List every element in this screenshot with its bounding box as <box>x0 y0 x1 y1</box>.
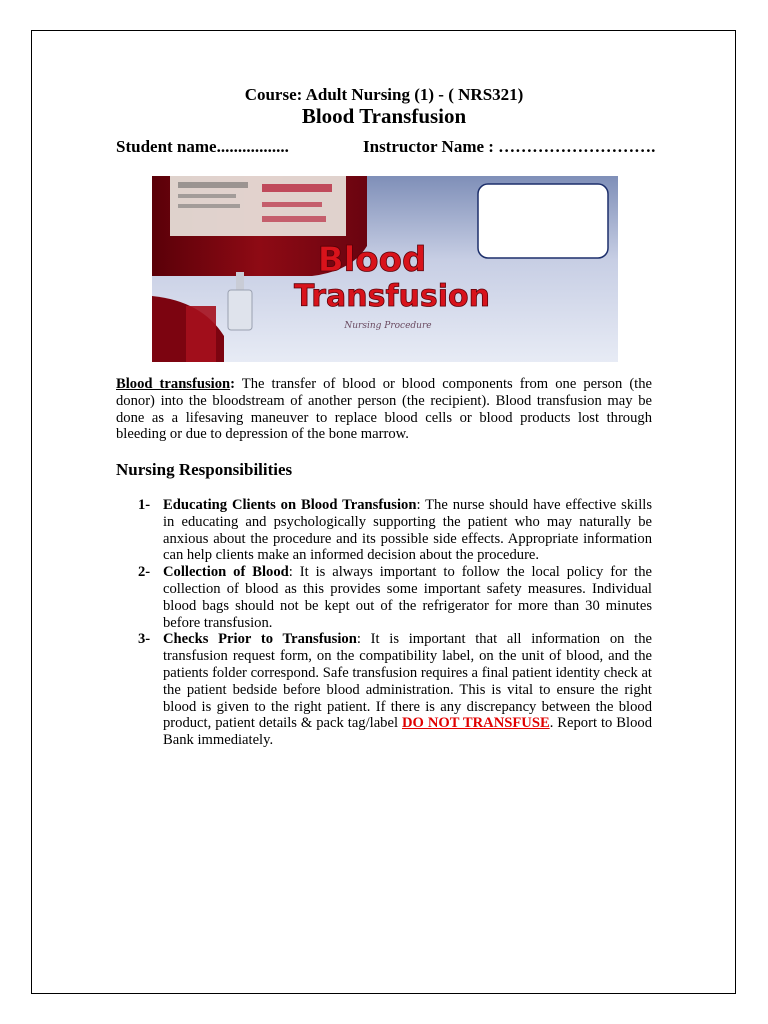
list-item <box>138 497 652 564</box>
intro-term: Blood transfusion <box>116 376 231 392</box>
banner-subtitle: Nursing Procedure <box>344 321 432 331</box>
item-number: 1- <box>138 497 151 513</box>
page-title: Blood Transfusion <box>301 104 467 128</box>
intro-paragraph <box>116 376 652 443</box>
item-lead: Collection of Blood <box>163 564 289 581</box>
item-number: 3- <box>138 631 151 648</box>
intro-colon: : <box>230 376 235 392</box>
item-body <box>163 497 652 564</box>
item-lead: Educating Clients on Blood Transfusion <box>163 497 417 513</box>
banner-title-transfusion: Transfusion <box>294 279 490 314</box>
section-heading: Nursing Responsibilities <box>116 460 293 479</box>
responsibilities-list <box>138 497 652 749</box>
item-tail: . Report to Blood Bank immediately. <box>163 715 652 749</box>
intro-text: The transfer of blood or blood components from one person (the donor) into the bloodstream of another person (the recipient). Blood transfusion may be done as a lifesaving maneuver to replace blood cells or blood products lost through bleeding or due to depression of the bone marrow. <box>116 376 653 443</box>
item-body <box>163 631 652 749</box>
item-lead: Checks Prior to Transfusion <box>163 631 357 648</box>
banner-illustration <box>152 176 618 362</box>
item-number: 2- <box>138 564 151 581</box>
student-name-label: Student name................. <box>116 137 289 156</box>
course-line: Course: Adult Nursing (1) - ( NRS321) <box>244 85 524 104</box>
list-item <box>138 631 652 749</box>
do-not-transfuse-warning: DO NOT TRANSFUSE <box>401 715 550 732</box>
item-text: : The nurse should have effective skills in educating and psychologically supporting the patient who may naturally be anxious about the procedure and its possible side effects. Appropriate information can help clients make an informed decision about the procedure. <box>163 497 653 564</box>
banner-title-blood: Blood <box>317 240 427 280</box>
instructor-name-label: Instructor Name : ………………………. <box>363 137 656 156</box>
item-text: : It is important that all information on the transfusion request form, on the compatibility label, on the unit of blood, and the patients folder correspond. Safe transfusion requires a final patient identity check at the patient bedside before blood administration. This is vital to ensure the right blood is given to the right patient. If there is any discrepancy between the blood product, patient details & pack tag/label <box>163 631 652 732</box>
list-item <box>138 564 652 631</box>
item-text: : It is always important to follow the local policy for the collection of blood as this provides some important safety measures. Individual blood bags should not be kept out of the refrigerator for more than 30 minutes before transfusion. <box>163 564 652 631</box>
blood-transfusion-banner-image <box>152 176 618 362</box>
item-body <box>163 564 652 631</box>
